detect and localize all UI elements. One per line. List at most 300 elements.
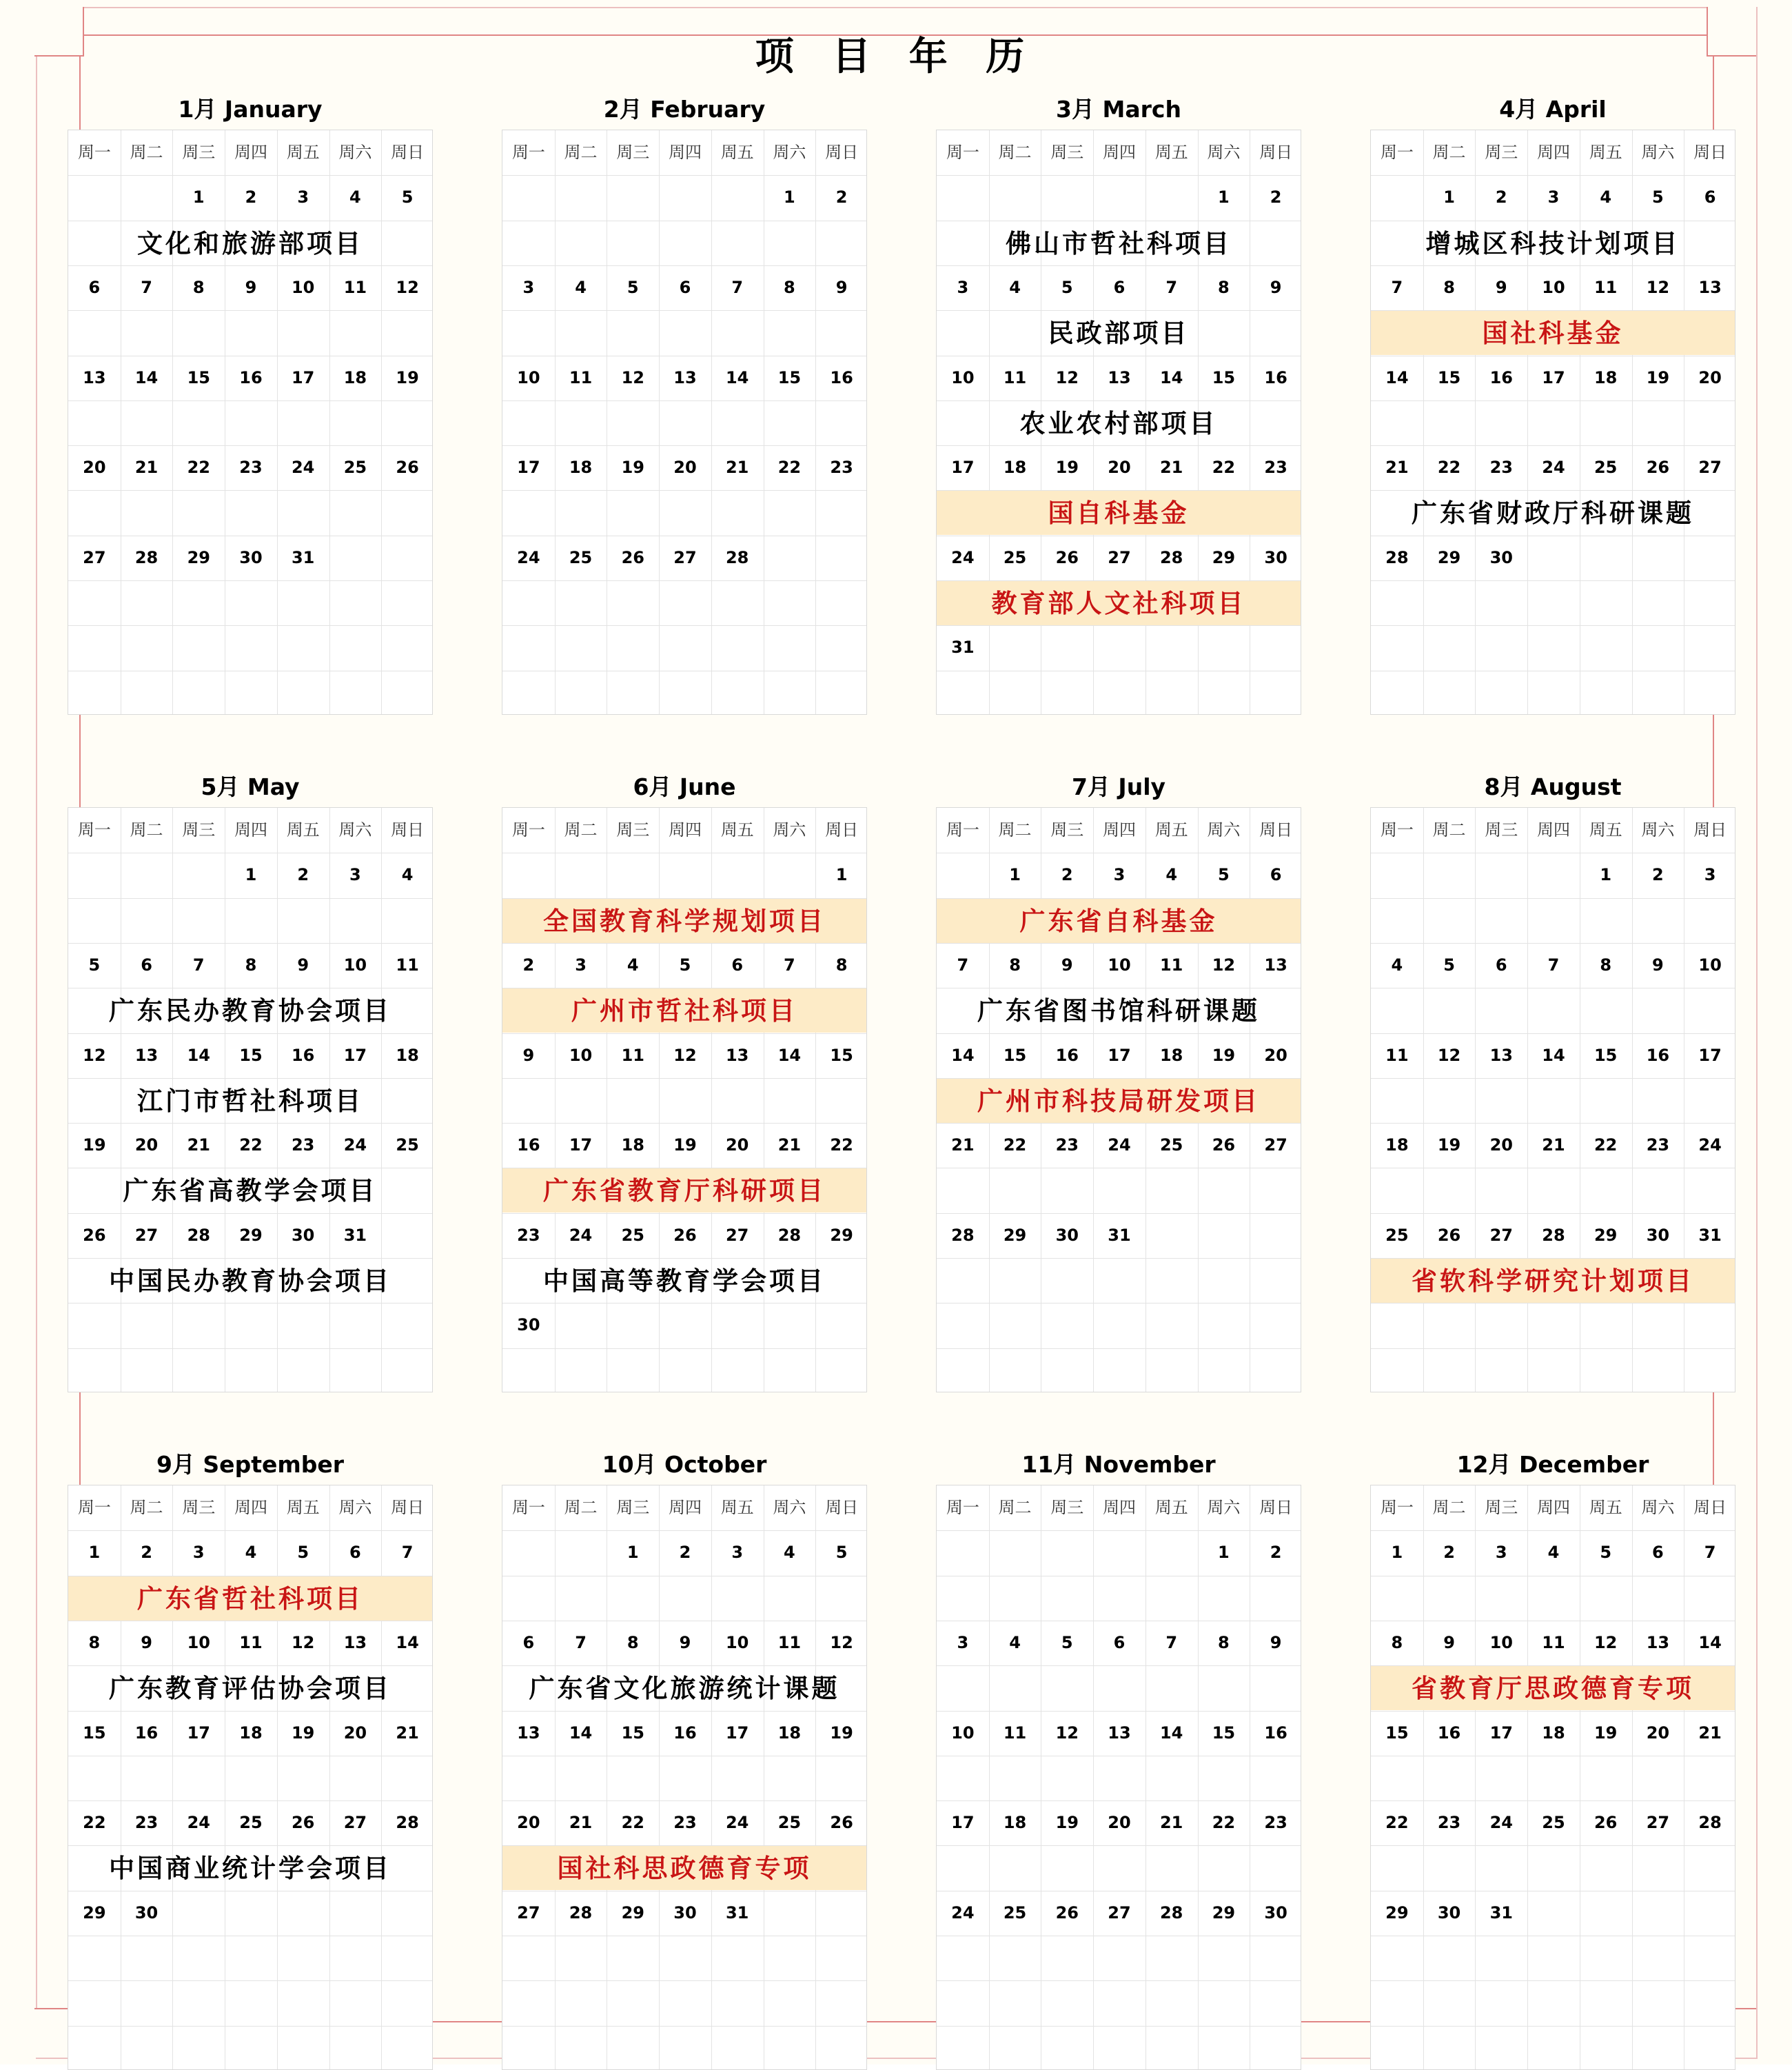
month-4	[1370, 90, 1735, 715]
day-cell: 24	[187, 1813, 210, 1833]
day-cell: 15	[1594, 1045, 1618, 1065]
grid-line	[937, 1665, 1301, 1666]
day-cell: 7	[1165, 1632, 1178, 1652]
day-cell: 14	[569, 1723, 593, 1743]
day-cell: 12	[1646, 277, 1670, 297]
day-cell: 29	[830, 1225, 853, 1245]
day-cell: 21	[951, 1135, 975, 1155]
day-cell: 4	[401, 865, 414, 885]
day-cell: 28	[1159, 547, 1183, 567]
day-cell: 17	[1489, 1723, 1513, 1743]
grid-line	[937, 2026, 1301, 2027]
day-cell: 12	[1055, 1723, 1079, 1743]
day-cell: 31	[1489, 1902, 1513, 1922]
day-cell: 26	[1055, 1902, 1079, 1922]
day-cell: 9	[522, 1045, 535, 1065]
weekday-header: 周一	[511, 820, 545, 840]
day-cell: 10	[517, 367, 540, 387]
day-cell: 1	[1600, 865, 1612, 885]
day-cell: 11	[1159, 955, 1183, 975]
day-cell: 27	[1108, 1902, 1131, 1922]
day-cell: 21	[1385, 458, 1409, 478]
weekday-header: 周四	[234, 820, 267, 840]
day-cell: 19	[1212, 1045, 1236, 1065]
month-title: 1月 January	[178, 96, 323, 123]
weekday-header: 周三	[1050, 820, 1084, 840]
day-cell: 4	[627, 955, 639, 975]
day-cell: 25	[1159, 1135, 1183, 1155]
day-cell: 4	[784, 1543, 795, 1563]
day-cell: 17	[343, 1045, 367, 1065]
project-label: 民政部项目	[1048, 318, 1190, 349]
weekday-header: 周二	[564, 820, 598, 840]
day-cell: 27	[673, 547, 697, 567]
day-cell: 16	[291, 1045, 315, 1065]
day-cell: 15	[1212, 367, 1236, 387]
weekday-header: 周四	[1536, 1498, 1570, 1517]
day-cell: 13	[1108, 1723, 1131, 1743]
day-cell: 20	[725, 1135, 749, 1155]
grid-line	[502, 310, 866, 311]
day-cell: 13	[1489, 1045, 1513, 1065]
day-cell: 3	[957, 1632, 969, 1652]
project-label: 中国民办教育协会项目	[109, 1266, 391, 1296]
day-cell: 28	[187, 1225, 210, 1245]
day-cell: 12	[1437, 1045, 1461, 1065]
weekday-header: 周日	[825, 820, 859, 840]
day-cell: 24	[569, 1225, 593, 1245]
month-grid	[68, 130, 433, 715]
project-label: 国社科基金	[1371, 311, 1735, 355]
weekday-header: 周一	[1380, 820, 1414, 840]
day-cell: 30	[1264, 1902, 1287, 1922]
day-cell: 10	[725, 1632, 749, 1652]
day-cell: 18	[1542, 1723, 1565, 1743]
grid-line	[1093, 1485, 1094, 2069]
weekday-header: 周三	[182, 1498, 216, 1517]
weekday-header: 周六	[338, 1498, 372, 1517]
weekday-header: 周日	[391, 1498, 425, 1517]
day-cell: 5	[1443, 955, 1455, 975]
day-cell: 15	[1437, 367, 1461, 387]
day-cell: 31	[291, 547, 315, 567]
day-cell: 1	[245, 865, 257, 885]
weekday-header: 周六	[773, 1498, 806, 1517]
day-cell: 12	[1055, 367, 1079, 387]
day-cell: 14	[951, 1045, 975, 1065]
project-label: 广东省教育厅科研项目	[502, 1168, 866, 1212]
project-label: 江门市哲社科项目	[137, 1085, 363, 1116]
day-cell: 16	[1264, 367, 1287, 387]
day-cell: 18	[569, 458, 593, 478]
weekday-header: 周二	[130, 1498, 163, 1517]
grid-line	[555, 130, 556, 714]
day-cell: 26	[1437, 1225, 1461, 1245]
day-cell: 26	[291, 1813, 315, 1833]
month-grid	[502, 130, 867, 715]
day-cell: 11	[343, 277, 367, 297]
day-cell: 19	[1055, 1813, 1079, 1833]
grid-line	[502, 2026, 866, 2027]
weekday-header: 周四	[1102, 1498, 1136, 1517]
day-cell: 16	[1437, 1723, 1461, 1743]
day-cell: 5	[401, 187, 414, 207]
grid-line	[1423, 808, 1424, 1392]
day-cell: 14	[725, 367, 749, 387]
day-cell: 28	[396, 1813, 419, 1833]
day-cell: 4	[1009, 277, 1021, 297]
day-cell: 23	[1055, 1135, 1079, 1155]
project-label: 广州市哲社科项目	[502, 988, 866, 1033]
day-cell: 21	[569, 1813, 593, 1833]
day-cell: 18	[1594, 367, 1618, 387]
day-cell: 7	[957, 955, 969, 975]
weekday-header: 周一	[1380, 143, 1414, 162]
month-7	[936, 767, 1301, 1392]
day-cell: 8	[192, 277, 205, 297]
day-cell: 12	[396, 277, 419, 297]
day-cell: 3	[1704, 865, 1716, 885]
day-cell: 8	[1009, 955, 1021, 975]
day-cell: 11	[1594, 277, 1618, 297]
weekday-header: 周五	[720, 143, 754, 162]
day-cell: 17	[187, 1723, 210, 1743]
day-cell: 19	[1055, 458, 1079, 478]
day-cell: 29	[187, 547, 210, 567]
day-cell: 9	[1652, 955, 1664, 975]
month-12	[1370, 1445, 1735, 2070]
day-cell: 14	[1542, 1045, 1565, 1065]
day-cell: 13	[1698, 277, 1722, 297]
day-cell: 24	[1108, 1135, 1131, 1155]
grid-line	[1371, 2026, 1735, 2027]
day-cell: 1	[1391, 1543, 1403, 1563]
month-grid	[502, 1485, 867, 2070]
weekday-header: 周四	[234, 143, 267, 162]
day-cell: 26	[830, 1813, 853, 1833]
weekday-header: 周六	[1641, 1498, 1675, 1517]
day-cell: 24	[1542, 458, 1565, 478]
month-title: 12月 December	[1456, 1451, 1649, 1478]
weekday-header: 周五	[720, 820, 754, 840]
day-cell: 30	[1055, 1225, 1079, 1245]
day-cell: 3	[1495, 1543, 1507, 1563]
day-cell: 1	[627, 1543, 639, 1563]
day-cell: 26	[1055, 547, 1079, 567]
weekday-header: 周五	[1589, 143, 1622, 162]
day-cell: 13	[343, 1632, 367, 1652]
day-cell: 9	[1495, 277, 1507, 297]
day-cell: 8	[1443, 277, 1455, 297]
month-grid	[502, 807, 867, 1392]
day-cell: 23	[673, 1813, 697, 1833]
weekday-header: 周一	[77, 1498, 111, 1517]
day-cell: 16	[239, 367, 263, 387]
day-cell: 19	[291, 1723, 315, 1743]
day-cell: 7	[731, 277, 744, 297]
day-cell: 2	[1652, 865, 1664, 885]
day-cell: 5	[627, 277, 639, 297]
weekday-header: 周三	[1485, 820, 1518, 840]
project-label: 广东省图书馆科研课题	[977, 995, 1260, 1026]
month-grid	[936, 130, 1301, 715]
day-cell: 7	[784, 955, 795, 975]
month-title: 8月 August	[1484, 773, 1622, 800]
month-title: 6月 June	[633, 773, 736, 800]
day-cell: 11	[777, 1632, 802, 1652]
day-cell: 3	[575, 955, 587, 975]
project-label: 增城区科技计划项目	[1425, 227, 1680, 258]
grid-line	[68, 625, 432, 626]
day-cell: 23	[239, 458, 263, 478]
day-cell: 2	[1270, 1543, 1282, 1563]
day-cell: 18	[777, 1723, 802, 1743]
project-label: 全国教育科学规划项目	[502, 899, 866, 943]
weekday-header: 周二	[1432, 143, 1466, 162]
day-cell: 26	[1212, 1135, 1236, 1155]
day-cell: 29	[1385, 1902, 1409, 1922]
weekday-header: 周四	[668, 820, 702, 840]
day-cell: 21	[1542, 1135, 1565, 1155]
day-cell: 8	[1391, 1632, 1403, 1652]
day-cell: 23	[291, 1135, 315, 1155]
day-cell: 7	[1704, 1543, 1716, 1563]
day-cell: 27	[134, 1225, 159, 1245]
day-cell: 5	[1218, 865, 1230, 885]
day-cell: 6	[1113, 1632, 1126, 1652]
day-cell: 6	[1113, 277, 1126, 297]
day-cell: 7	[1547, 955, 1560, 975]
day-cell: 4	[1009, 1632, 1021, 1652]
day-cell: 15	[777, 367, 802, 387]
day-cell: 6	[349, 1543, 361, 1563]
weekday-header: 周日	[1259, 820, 1293, 840]
day-cell: 22	[187, 458, 210, 478]
day-cell: 15	[187, 367, 210, 387]
grid-line	[937, 1348, 1301, 1349]
grid-line	[659, 808, 660, 1392]
day-cell: 31	[725, 1902, 749, 1922]
month-3	[936, 90, 1301, 715]
day-cell: 8	[245, 955, 257, 975]
day-cell: 15	[1003, 1045, 1027, 1065]
grid-line	[937, 625, 1301, 626]
day-cell: 24	[343, 1135, 367, 1155]
day-cell: 2	[1270, 187, 1282, 207]
project-label: 广东省自科基金	[937, 899, 1301, 943]
grid-line	[937, 1980, 1301, 1981]
month-title: 11月 November	[1021, 1451, 1216, 1478]
weekday-header: 周四	[1102, 143, 1136, 162]
day-cell: 10	[291, 277, 315, 297]
day-cell: 11	[1003, 1723, 1027, 1743]
weekday-header: 周六	[773, 143, 806, 162]
day-cell: 24	[725, 1813, 749, 1833]
month-11	[936, 1445, 1301, 2070]
day-cell: 4	[575, 277, 587, 297]
day-cell: 20	[134, 1135, 159, 1155]
day-cell: 30	[1489, 547, 1513, 567]
day-cell: 24	[951, 547, 975, 567]
day-cell: 13	[517, 1723, 540, 1743]
weekday-header: 周三	[616, 1498, 650, 1517]
day-cell: 25	[1594, 458, 1618, 478]
month-2	[502, 90, 867, 715]
grid-line	[68, 1348, 432, 1349]
day-cell: 31	[343, 1225, 367, 1245]
day-cell: 25	[343, 458, 367, 478]
day-cell: 27	[1698, 458, 1722, 478]
day-cell: 3	[1113, 865, 1126, 885]
month-title: 4月 April	[1499, 96, 1607, 123]
month-title: 7月 July	[1071, 773, 1166, 800]
day-cell: 29	[83, 1902, 106, 1922]
day-cell: 8	[835, 955, 848, 975]
day-cell: 22	[83, 1813, 106, 1833]
day-cell: 30	[1437, 1902, 1461, 1922]
day-cell: 11	[621, 1045, 644, 1065]
day-cell: 28	[569, 1902, 593, 1922]
weekday-header: 周二	[564, 143, 598, 162]
day-cell: 31	[1108, 1225, 1131, 1245]
weekday-header: 周五	[1154, 820, 1188, 840]
weekday-header: 周四	[1102, 820, 1136, 840]
weekday-header: 周一	[77, 820, 111, 840]
weekday-header: 周六	[773, 820, 806, 840]
month-6	[502, 767, 867, 1392]
day-cell: 25	[777, 1813, 802, 1833]
day-cell: 5	[1061, 277, 1073, 297]
day-cell: 4	[1547, 1543, 1560, 1563]
day-cell: 9	[1270, 277, 1282, 297]
day-cell: 1	[192, 187, 205, 207]
weekday-header: 周一	[77, 143, 111, 162]
day-cell: 21	[396, 1723, 419, 1743]
day-cell: 20	[1108, 1813, 1131, 1833]
day-cell: 13	[673, 367, 697, 387]
day-cell: 9	[1443, 1632, 1455, 1652]
day-cell: 25	[396, 1135, 419, 1155]
weekday-header: 周日	[1259, 1498, 1293, 1517]
weekday-header: 周五	[1589, 820, 1622, 840]
day-cell: 20	[517, 1813, 540, 1833]
day-cell: 7	[575, 1632, 587, 1652]
day-cell: 9	[141, 1632, 152, 1652]
day-cell: 22	[1385, 1813, 1409, 1833]
day-cell: 5	[1061, 1632, 1073, 1652]
day-cell: 11	[569, 367, 593, 387]
day-cell: 22	[830, 1135, 853, 1155]
grid-line	[937, 1845, 1301, 1846]
day-cell: 3	[192, 1543, 205, 1563]
day-cell: 21	[134, 458, 159, 478]
day-cell: 23	[830, 458, 853, 478]
weekday-header: 周五	[720, 1498, 754, 1517]
day-cell: 15	[239, 1045, 263, 1065]
day-cell: 23	[1437, 1813, 1461, 1833]
day-cell: 14	[396, 1632, 419, 1652]
day-cell: 17	[517, 458, 540, 478]
day-cell: 6	[1270, 865, 1282, 885]
day-cell: 9	[1061, 955, 1073, 975]
grid-line	[1371, 580, 1735, 581]
day-cell: 20	[1698, 367, 1722, 387]
day-cell: 19	[830, 1723, 853, 1743]
day-cell: 6	[522, 1632, 535, 1652]
weekday-header: 周三	[182, 143, 216, 162]
day-cell: 30	[1646, 1225, 1670, 1245]
day-cell: 17	[569, 1135, 593, 1155]
day-cell: 10	[187, 1632, 210, 1652]
day-cell: 16	[1489, 367, 1513, 387]
day-cell: 21	[1698, 1723, 1722, 1743]
day-cell: 20	[1108, 458, 1131, 478]
project-label: 广东教育评估协会项目	[109, 1673, 391, 1704]
day-cell: 30	[134, 1902, 159, 1922]
day-cell: 22	[777, 458, 802, 478]
day-cell: 29	[1594, 1225, 1618, 1245]
grid-line	[502, 490, 866, 491]
project-label: 省软科学研究计划项目	[1371, 1259, 1735, 1303]
grid-line	[937, 1258, 1301, 1259]
day-cell: 2	[1495, 187, 1507, 207]
day-cell: 21	[1159, 1813, 1183, 1833]
grid-line	[1371, 1845, 1735, 1846]
project-label: 中国商业统计学会项目	[109, 1853, 391, 1884]
grid-line	[502, 580, 866, 581]
weekday-header: 周五	[1589, 1498, 1622, 1517]
day-cell: 30	[517, 1315, 540, 1335]
day-cell: 18	[1003, 1813, 1027, 1833]
day-cell: 18	[396, 1045, 419, 1065]
day-cell: 21	[187, 1135, 210, 1155]
day-cell: 12	[291, 1632, 315, 1652]
day-cell: 6	[731, 955, 744, 975]
day-cell: 23	[1489, 458, 1513, 478]
day-cell: 13	[725, 1045, 749, 1065]
day-cell: 19	[621, 458, 644, 478]
day-cell: 16	[830, 367, 853, 387]
day-cell: 10	[343, 955, 367, 975]
weekday-header: 周日	[1693, 143, 1727, 162]
weekday-header: 周四	[1536, 820, 1570, 840]
day-cell: 4	[245, 1543, 257, 1563]
day-cell: 10	[951, 1723, 975, 1743]
day-cell: 18	[343, 367, 367, 387]
project-label: 省教育厅思政德育专项	[1371, 1666, 1735, 1710]
month-grid	[68, 807, 433, 1392]
day-cell: 21	[777, 1135, 802, 1155]
weekday-header: 周二	[564, 1498, 598, 1517]
day-cell: 14	[187, 1045, 210, 1065]
day-cell: 22	[1437, 458, 1461, 478]
day-cell: 20	[1646, 1723, 1670, 1743]
day-cell: 11	[239, 1632, 263, 1652]
project-label: 国自科基金	[937, 491, 1301, 535]
day-cell: 25	[1542, 1813, 1565, 1833]
weekday-header: 周三	[182, 820, 216, 840]
day-cell: 20	[1489, 1135, 1513, 1155]
day-cell: 28	[725, 547, 749, 567]
project-label: 佛山市哲社科项目	[1006, 227, 1232, 258]
day-cell: 23	[1646, 1135, 1670, 1155]
day-cell: 3	[957, 277, 969, 297]
day-cell: 19	[673, 1135, 697, 1155]
weekday-header: 周二	[998, 143, 1032, 162]
day-cell: 10	[1542, 277, 1565, 297]
day-cell: 27	[343, 1813, 367, 1833]
grid-line	[68, 400, 432, 401]
